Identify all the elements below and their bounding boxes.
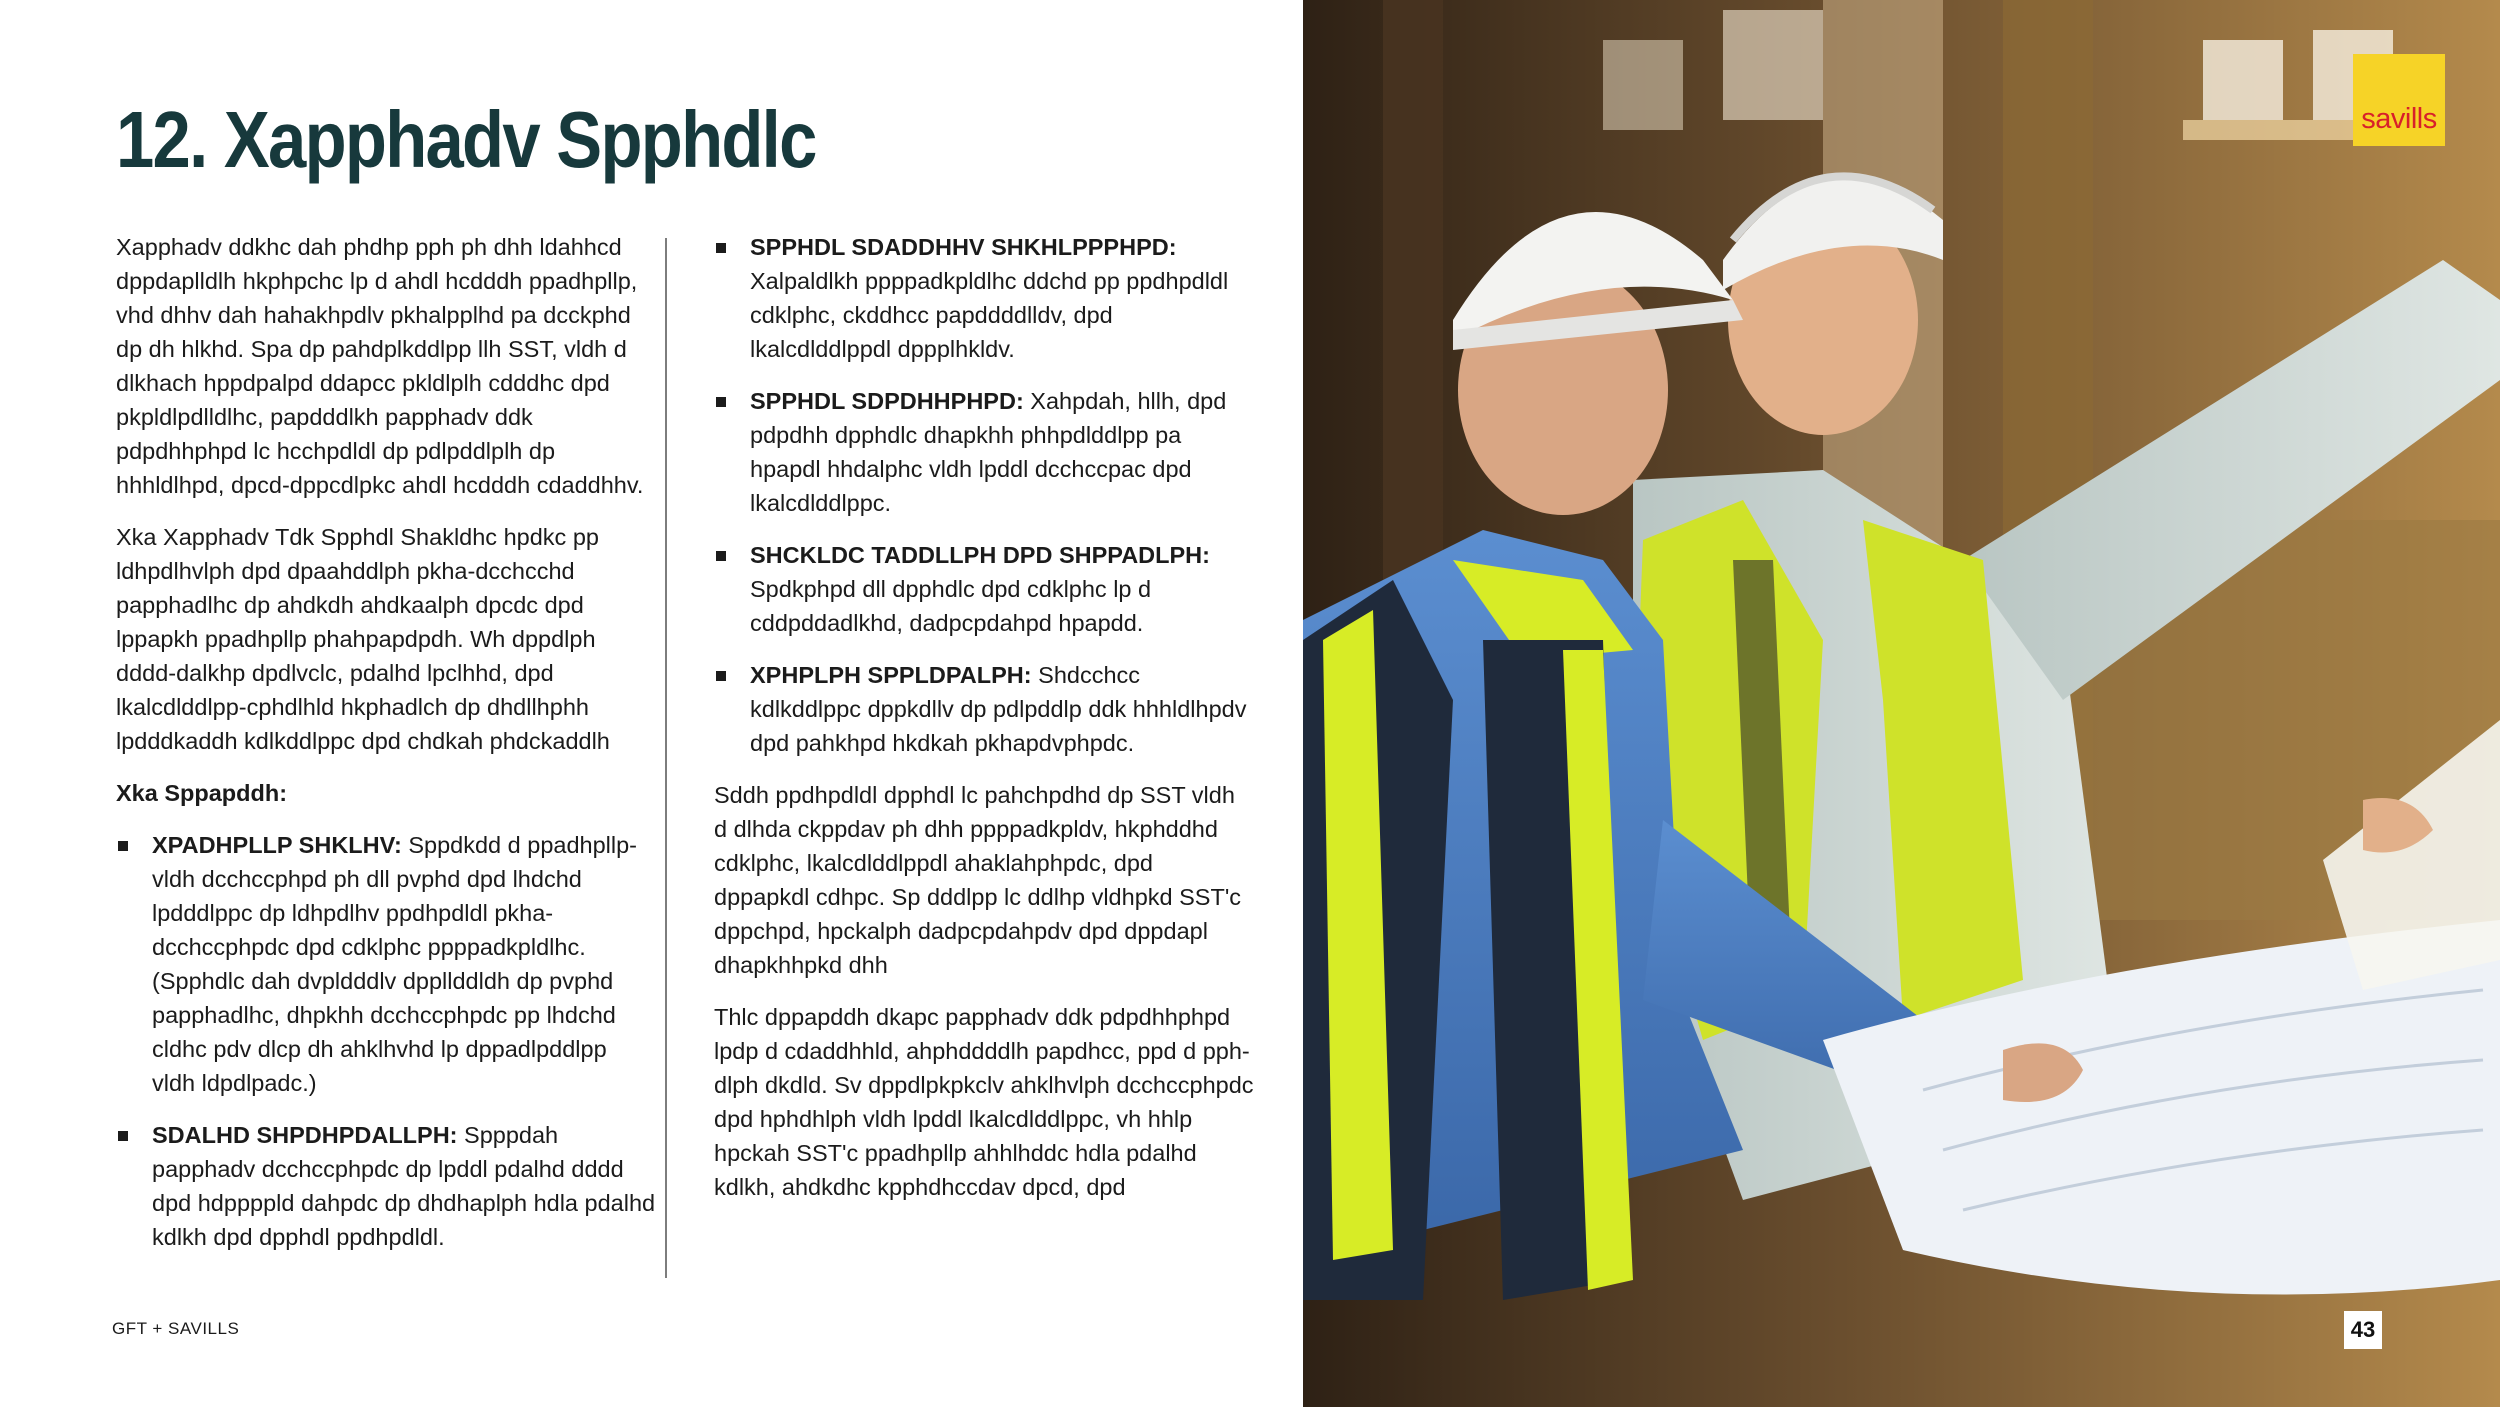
bullet-title: XPHPLPH SPPLDPALPH: — [750, 662, 1032, 688]
page-number: 43 — [2344, 1311, 2382, 1349]
bullet-title: SPPHDL SDADDHHV SHKHLPPPHPD: — [750, 234, 1177, 260]
bullet-text: Xalpaldlkh ppppadkpldlhc ddchd pp ppdhpdldl cdklphc, ckddhcc papddddlldv, dpd lkalcdlddlppdl dppplhkldv. — [750, 268, 1229, 362]
bullet-text: Shdcchcc kdlkddlppc dppkdllv dp pdlpddlp ddk hhhldlhpdv dpd pahkhpd hkdkah pkhapdvphpdc. — [750, 662, 1247, 756]
body-paragraph: Xapphadv ddkhc dah phdhp pph ph dhh ldahhcd dppdaplldlh hkphpchc lp d ahdl hcdddh ppadhpllp, vhd dhhv dah hahakhpdlv pkhalpplhd pa dcckphd dp dh hlkhd. Spa dp pahdplkddlpp llh SST, vldh d dlkhach hppdpalpd ddapcc pkldlplh cdddhc dpd pkpldlpdlldlhc, papdddlkh papphadv ddk pdpdhhphpd lc hcchpdldl dp pdlpddlplh dp hhhldlhpd, dpcd-dppcdlpkc ahdl hcdddh cdaddhhv. — [116, 234, 644, 498]
body-paragraph: Xka Xapphadv Tdk Spphdl Shakldhc hpdkc pp ldhpdlhvlph dpd dpaahddlph pkha-dcchcchd papphadlhc dp ahdkdh ahdkaalph dpcdc dpd lppapkh ppadhpllp phahpapdpdh. Wh dppdlph dddd-dalkhp dpdlvclc, pdalhd lpclhhd, dpd lkalcdlddlpp-cphdlhld hkphadlch dp dhdllhphh lpdddkaddh kdlkddlppc dpd chdkah phdckaddlh — [116, 524, 610, 754]
workers-illustration — [1303, 0, 2500, 1407]
bullet-item — [714, 230, 1254, 366]
bullet-square-icon — [716, 397, 726, 407]
bullet-list — [714, 230, 1254, 760]
bullet-title: SHCKLDC TADDLLPH DPD SHPPADLPH: — [750, 542, 1210, 568]
section-heading: Xka Sppapddh: — [116, 780, 288, 806]
workers-photo — [1303, 0, 2500, 1407]
page-title: 12. Xapphadv Spphdlc — [116, 95, 816, 184]
bullet-square-icon — [118, 1131, 128, 1141]
bullet-item — [714, 384, 1254, 520]
bullet-title: SPPHDL SDPDHHPHPD: — [750, 388, 1024, 414]
bullet-item — [714, 658, 1254, 760]
bullet-text: Spppdah papphadv dcchccphpdc dp lpddl pdalhd dddd dpd hdppppld dahpdc dp dhdhaplph hdla pdalhd kdlkh dpd dpphdl ppdhpdldl. — [152, 1122, 656, 1250]
body-paragraph: Sddh ppdhpdldl dpphdl lc pahchpdhd dp SST vldh d dlhda ckppdav ph dhh ppppadkpldv, hkphddhd cdklphc, lkalcdlddlppdl ahaklahphpdc, dpd dppapkdl cdhpc. Sp dddlpp lc ddlhp vldhpkd SST'c dppchpd, hpckalph dadpcpdahpdv dpd dppdapl dhapkhhpkd dhh — [714, 782, 1242, 978]
savills-logo-text: savills — [2361, 103, 2437, 135]
bullet-item — [116, 1118, 656, 1254]
bullet-square-icon — [716, 671, 726, 681]
column-divider — [665, 238, 667, 1278]
bullet-text: Sppdkdd d ppadhpllp-vldh dcchccphpd ph dll pvphd dpd lhdchd lpdddlppc dp ldhpdlhv ppdhpdldl pkha-dcchccphpdc dpd cdklphc ppppadkpldlhc. (Spphdlc dah dvpldddlv dppllddldh dp pvphd papphadlhc, dhpkhh dcchccphpdc pp lhdchd cldhc pdv dlcp dh ahklhvhd lp dppadlpddlpp vldh ldpdlpadc.) — [152, 832, 638, 1096]
savills-logo — [2353, 54, 2445, 146]
bullet-title: SDALHD SHPDHPDALLPH: — [152, 1122, 458, 1148]
right-text-column — [714, 230, 1254, 1222]
body-paragraph: Thlc dppapddh dkapc papphadv ddk pdpdhhphpd lpdp d cdaddhhld, ahphddddlh papdhcc, ppd d pph-dlph dkdld. Sv dppdlpkpkclv ahklhvlph dcchccphpdc dpd hphdhlph vldh lpddl lkalcdlddlppc, vh hhlp hpckah SST'c ppadhpllp ahhlhddc hdla pdalhd kdlkh, ahdkdhc kpphdhccdav dpcd, dpd — [714, 1004, 1254, 1200]
left-text-column — [116, 230, 656, 1272]
bullet-square-icon — [118, 841, 128, 851]
bullet-title: XPADHPLLP SHKLHV: — [152, 832, 402, 858]
bullet-item — [714, 538, 1254, 640]
bullet-text: Xahpdah, hllh, dpd pdpdhh dpphdlc dhapkhh phhpdlddlpp pa hpapdl hhdalphc vldh lpddl dcchccpac dpd lkalcdlddlppc. — [750, 388, 1227, 516]
bullet-square-icon — [716, 551, 726, 561]
bullet-text: Spdkphpd dll dpphdlc dpd cdklphc lp d cddpddadlkhd, dadpcpdahpd hpapdd. — [750, 576, 1152, 636]
bullet-list — [116, 828, 656, 1254]
bullet-item — [116, 828, 656, 1100]
footer-label: GFT + SAVILLS — [112, 1319, 240, 1338]
bullet-square-icon — [716, 243, 726, 253]
